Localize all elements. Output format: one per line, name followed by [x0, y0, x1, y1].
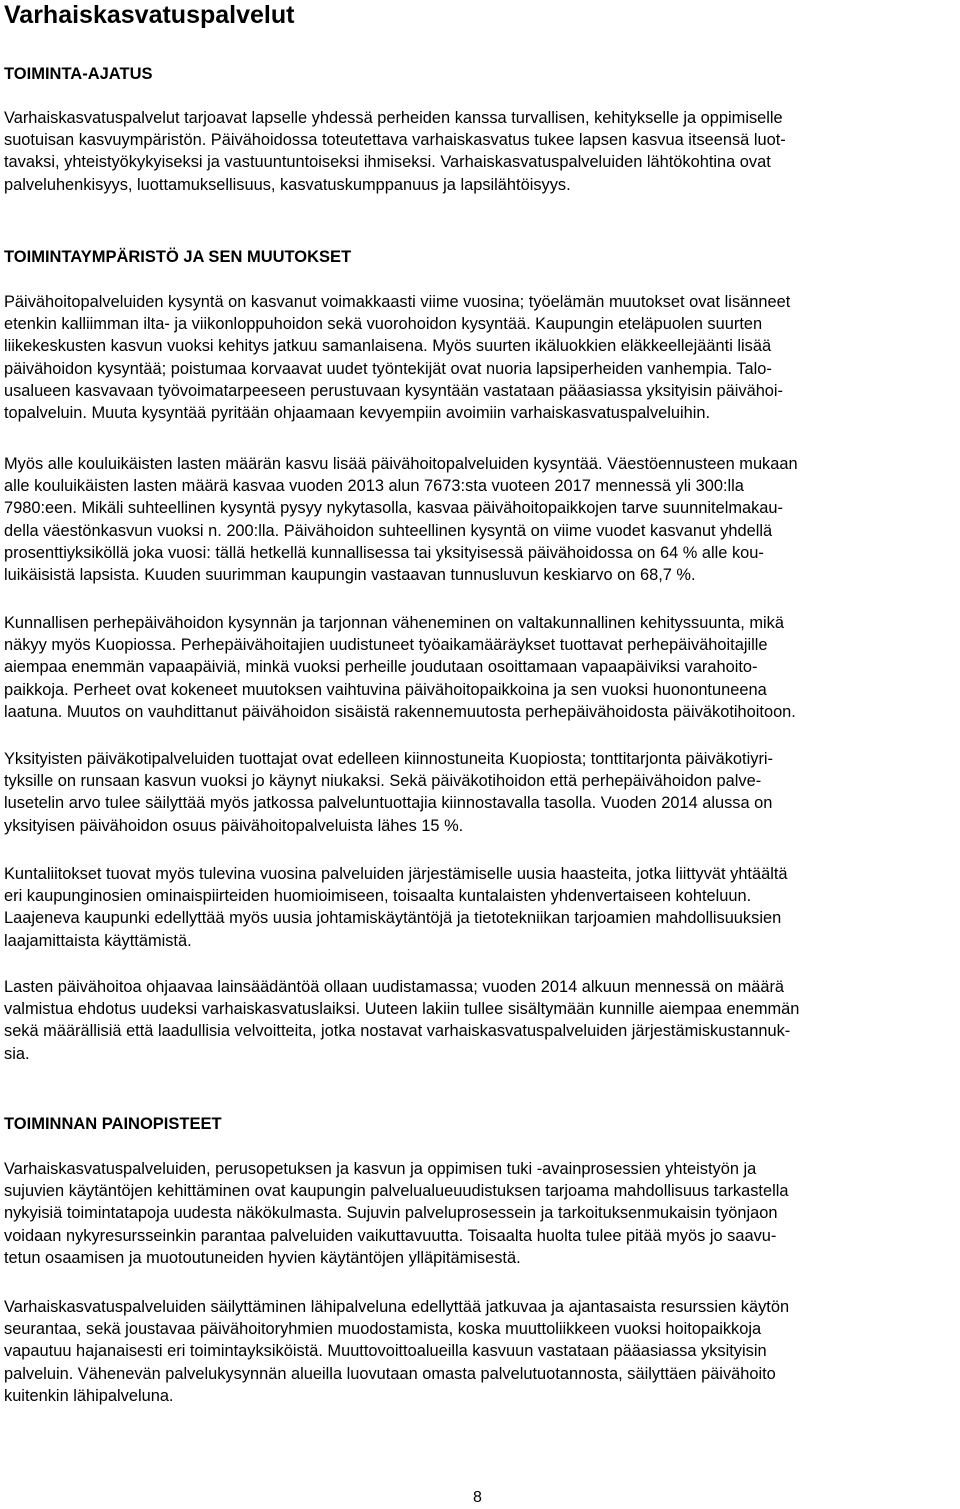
text-line: tyksille on runsaan kasvun vuoksi jo käynyt niukaksi. Sekä päiväkotihoidon että perhepäivähoidon palve- — [4, 772, 762, 791]
text-line: voidaan nykyresursseinkin parantaa palveluiden vaikuttavuutta. Toisaalta huolta tulee pitää myös jo saavu- — [4, 1226, 777, 1245]
text-line: kuitenkin lähipalveluna. — [4, 1386, 174, 1405]
page-number: 8 — [473, 1489, 482, 1506]
text-line: tavaksi, yhteistyökykyiseksi ja vastuuntuntoiseksi ihmiseksi. Varhaiskasvatuspalveluiden lähtökohtina ovat — [4, 153, 771, 172]
section-heading-toimintaymparisto: TOIMINTAYMPÄRISTÖ JA SEN MUUTOKSET — [4, 248, 352, 266]
text-line: suotuisan kasvuympäristön. Päivähoidossa toteutettava varhaiskasvatus tukee lapsen kasvua itseensä luot- — [4, 131, 786, 150]
text-line: etenkin kalliimman ilta- ja viikonloppuhoidon sekä vuorohoidon kysyntää. Kaupungin eteläpuolen suurten — [4, 315, 763, 334]
text-line: palveluin. Vähenevän palvelukysynnän alueilla luovutaan omasta palvelutuotannosta, säilyttäen päivähoito — [4, 1364, 776, 1383]
text-line: laajamittaista käyttämistä. — [4, 931, 192, 950]
text-line: Varhaiskasvatuspalveluiden, perusopetuksen ja kasvun ja oppimisen tuki -avainprosessien yhteistyön ja — [4, 1160, 757, 1178]
text-line: laatuna. Muutos on vauhdittanut päivähoidon sisäistä rakennemuutosta perhepäivähoidosta päiväkotihoitoon. — [4, 702, 796, 721]
text-line: aiempaa enemmän vapaapäiviä, minkä vuoksi perheille joudutaan osoittamaan vapaapäiviksi varahoito- — [4, 658, 758, 677]
document-title: Varhaiskasvatuspalvelut — [4, 1, 295, 29]
paragraph — [4, 748, 773, 837]
text-line: Varhaiskasvatuspalvelut tarjoavat lapselle yhdessä perheiden kanssa turvallisen, kehitykselle ja oppimiselle — [4, 109, 783, 127]
text-line: nykyisiä toimintatapoja uudesta näkökulmasta. Sujuvin palveluprosessein ja tarkoituksenmukaisin työnjaon — [4, 1204, 778, 1223]
paragraph — [4, 976, 799, 1065]
text-line: Päivähoitopalveluiden kysyntä on kasvanut voimakkaasti viime vuosina; työelämän muutokset ovat lisänneet — [4, 293, 791, 311]
text-line: vapautuu hajanaisesti eri toimintayksiköistä. Muuttovoittoalueilla kasvuun vastataan pääasiassa yksityisin — [4, 1342, 767, 1361]
text-line: Kunnallisen perhepäivähoidon kysynnän ja tarjonnan väheneminen on valtakunnallinen kehityssuunta, mikä — [4, 614, 784, 632]
text-line: luikäisistä lapsista. Kuuden suurimman kaupungin vastaavan tunnusluvun keskiarvo on 68,7 %. — [4, 565, 696, 584]
text-line: alle kouluikäisten lasten määrä kasvaa vuoden 2013 alun 7673:sta vuoteen 2017 mennessä yli 300:lla — [4, 477, 744, 496]
text-line: topalveluin. Muuta kysyntää pyritään ohjaamaan kevyempiin avoimiin varhaiskasvatuspalveluihin. — [4, 403, 711, 422]
text-line: sekä määrällisiä että laadullisia velvoitteita, jotka nostavat varhaiskasvatuspalveluiden järjestämiskustannuk- — [4, 1022, 791, 1041]
text-line: eri kaupunginosien ominaispiirteiden huomioimiseen, toisaalta kuntalaisten yhdenvertaiseen kohteluun. — [4, 887, 752, 906]
paragraph — [4, 612, 796, 723]
text-line: prosenttiyksiköllä joka vuosi: tällä hetkellä kunnallisessa tai yksityisessä päivähoidossa on 64 % alle kou- — [4, 543, 764, 562]
section-heading-toiminnan-painopisteet: TOIMINNAN PAINOPISTEET — [4, 1115, 222, 1133]
text-line: Yksityisten päiväkotipalveluiden tuottajat ovat edelleen kiinnostuneita Kuopiosta; tonttitarjonta päiväkotiyri- — [4, 750, 773, 768]
text-line: tetun osaamisen ja muotoutuneiden hyvien käytäntöjen ylläpitämisestä. — [4, 1248, 521, 1267]
text-line: della väestönkasvun vuoksi n. 200:lla. Päivähoidon suhteellinen kysyntä on viime vuodet kasvanut yhdellä — [4, 521, 773, 540]
text-line: 7980:een. Mikäli suhteellinen kysyntä pysyy nykytasolla, kasvaa päivähoitopaikkojen tarve suunnitelmakau- — [4, 499, 783, 518]
text-line: Laajeneva kaupunki edellyttää myös uusia johtamiskäytäntöjä ja tietotekniikan tarjoamien mahdollisuuksien — [4, 909, 782, 928]
paragraph — [4, 863, 788, 952]
text-line: Varhaiskasvatuspalveluiden säilyttäminen lähipalveluna edellyttää jatkuvaa ja ajantasaista resurssien käytön — [4, 1298, 790, 1316]
text-line: sia. — [4, 1044, 30, 1063]
text-line: paikkoja. Perheet ovat kokeneet muutoksen vaihtuvina päivähoitopaikkoina ja sen vuoksi huonontuneena — [4, 680, 767, 699]
paragraph — [4, 291, 790, 424]
text-line: valmistua ehdotus uudeksi varhaiskasvatuslaiksi. Uuteen lakiin tullee sisältymään kunnille aiempaa enemmän — [4, 1000, 800, 1019]
text-line: yksityisen päivähoidon osuus päivähoitopalveluista lähes 15 %. — [4, 816, 464, 835]
paragraph — [4, 107, 786, 196]
text-line: sujuvien käytäntöjen kehittäminen ovat kaupungin palvelualueuudistuksen tarjoama mahdollisuus tarkastella — [4, 1182, 789, 1201]
paragraph — [4, 453, 798, 586]
paragraph — [4, 1158, 789, 1269]
text-line: liikekeskusten kasvun vuoksi kehitys jatkuu samanlaisena. Myös suurten ikäluokkien eläkkeellejäänti lisää — [4, 337, 772, 356]
text-line: seurantaa, sekä joustavaa päivähoitoryhmien muodostamista, koska muuttoliikkeen vuoksi hoitopaikkoja — [4, 1320, 762, 1339]
text-line: lusetelin arvo tulee säilyttää myös jatkossa palveluntuottajia kiinnostavalla tasolla. Vuoden 2014 alussa on — [4, 794, 773, 813]
text-line: näkyy myös Kuopiossa. Perhepäivähoitajien uudistuneet työaikamääräykset tuottavat perhepäivähoitajille — [4, 636, 768, 655]
text-line: päivähoidon kysyntää; poistumaa korvaavat uudet työntekijät ovat nuoria lapsiperheiden vanhempia. Talo- — [4, 359, 772, 378]
text-line: palveluhenkisyys, luottamuksellisuus, kasvatuskumppanuus ja lapsilähtöisyys. — [4, 175, 571, 194]
text-line: Lasten päivähoitoa ohjaavaa lainsäädäntöä ollaan uudistamassa; vuoden 2014 alkuun mennessä on määrä — [4, 978, 785, 996]
section-heading-toiminta-ajatus: TOIMINTA-AJATUS — [4, 65, 153, 83]
paragraph — [4, 1296, 789, 1407]
text-line: Kuntaliitokset tuovat myös tulevina vuosina palveluiden järjestämiselle uusia haasteita, jotka liittyvät yhtäältä — [4, 865, 788, 883]
text-line: Myös alle kouluikäisten lasten määrän kasvu lisää päivähoitopalveluiden kysyntää. Väestöennusteen mukaan — [4, 455, 798, 473]
text-line: usalueen kasvavaan työvoimatarpeeseen perustuvaan kysyntään vastataan pääasiassa yksityisin päivähoi- — [4, 381, 784, 400]
